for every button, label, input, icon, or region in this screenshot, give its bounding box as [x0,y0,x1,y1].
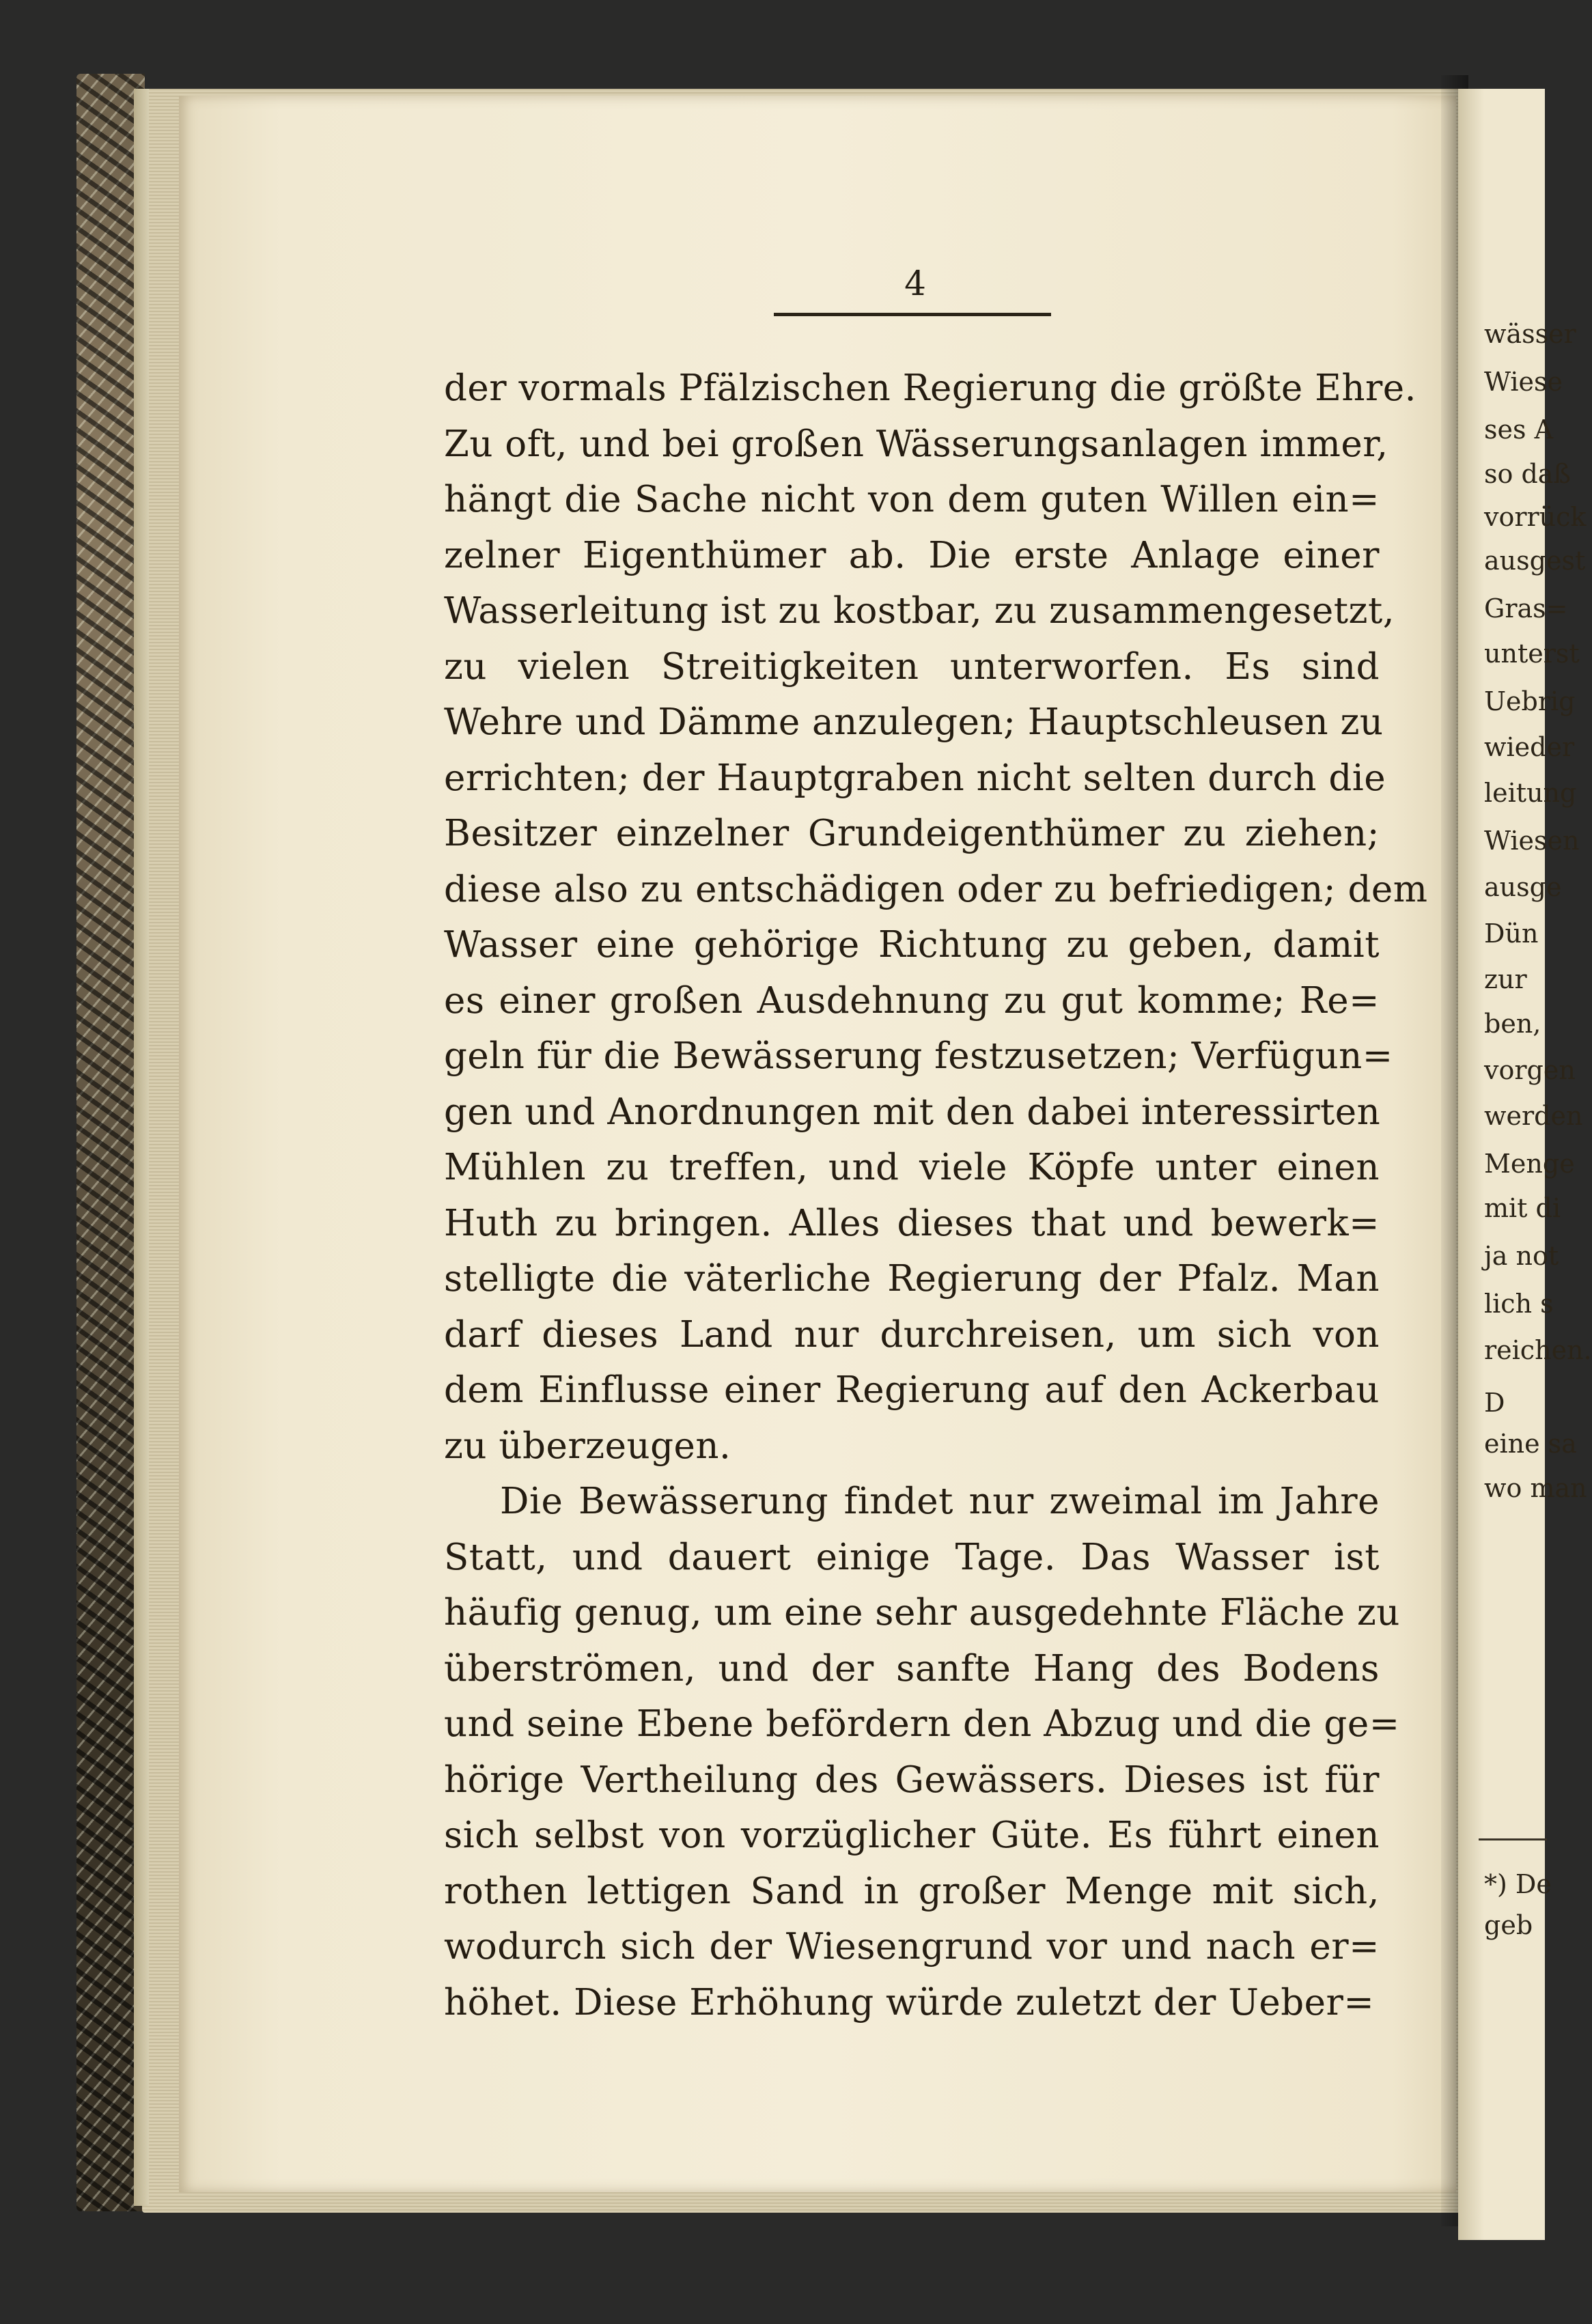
facing-page-fragment: reichen. [1484,1335,1592,1365]
text-line: hängt die Sache nicht von dem guten Willen ein= [444,479,1380,520]
facing-page-fragment: ja not [1484,1241,1559,1271]
text-line: zu überzeugen. [444,1425,731,1467]
facing-page-fragment: unterst [1484,639,1580,669]
text-line: überströmen, und der sanfte Hang des Bodens [444,1647,1380,1690]
header-rule [774,313,1051,316]
text-line: sich selbst von vorzüglicher Güte. Es führt einen [444,1815,1380,1856]
facing-page-fragment: mit di [1484,1193,1561,1223]
text-line: gen und Anordnungen mit den dabei interessirten [444,1091,1381,1133]
text-line: und seine Ebene befördern den Abzug und die ge= [444,1703,1400,1745]
facing-page-fragment: zur [1484,964,1527,994]
text-line: geln für die Bewässerung festzusetzen; Verfügun= [444,1035,1393,1077]
facing-page-fragment: *) De [1484,1869,1552,1899]
text-line: es einer großen Ausdehnung zu gut komme; Re= [444,979,1380,1022]
facing-page-fragment: eine sa [1484,1429,1577,1459]
facing-page-fragment: Gras= [1484,593,1568,624]
text-line: Statt, und dauert einige Tage. Das Wasser ist [444,1536,1380,1578]
text-line: Wehre und Dämme anzulegen; Hauptschleusen zu [444,701,1384,743]
body-text [444,361,1428,2030]
text-line: hörige Vertheilung des Gewässers. Dieses ist für [444,1759,1380,1801]
facing-page-fragment: ausge [1484,872,1562,902]
text-line: der vormals Pfälzischen Regierung die größte Ehre. [444,367,1417,409]
facing-page-fragment: wässer [1484,319,1576,349]
text-line: häufig genug, um eine sehr ausgedehnte Fläche zu [444,1592,1400,1634]
facing-page-fragment: geb [1484,1910,1533,1940]
text-line: zelner Eigenthümer ab. Die erste Anlage einer [444,534,1380,576]
facing-page-fragment: ses A [1484,415,1554,445]
text-line: errichten; der Hauptgraben nicht selten durch die [444,757,1386,799]
facing-page-fragment: ben, [1484,1009,1541,1039]
text-line: höhet. Diese Erhöhung würde zuletzt der Ueber= [444,1981,1375,2024]
facing-page-fragment: wieder [1484,732,1575,762]
text-line: rothen lettigen Sand in großer Menge mit sich, [444,1870,1380,1912]
facing-page-edge [1458,89,1592,2240]
facing-page-fragment: Menge [1484,1149,1575,1179]
text-line: Mühlen zu treffen, und viele Köpfe unter einen [444,1147,1380,1188]
facing-footnote-rule [1479,1838,1547,1840]
facing-page-fragment: vorrück [1484,502,1587,532]
facing-page-fragment: leitung [1484,778,1577,808]
text-line: Huth zu bringen. Alles dieses that und bewerk= [444,1202,1380,1244]
text-line: darf dieses Land nur durchreisen, um sich von [444,1313,1380,1356]
facing-page-fragment: Wiese [1484,367,1563,397]
page-number: 4 [904,264,926,303]
text-line: zu vielen Streitigkeiten unterworfen. Es sind [444,645,1380,688]
text-line: diese also zu entschädigen oder zu befriedigen; dem [444,868,1428,910]
text-line: dem Einflusse einer Regierung auf den Ackerbau [444,1369,1380,1411]
text-line: Besitzer einzelner Grundeigenthümer zu ziehen; [444,813,1380,854]
spine-binding-strip [134,89,149,2206]
text-line: Die Bewässerung findet nur zweimal im Jahre [500,1481,1380,1522]
facing-page-fragment: so daß [1484,459,1571,489]
text-line: Wasserleitung ist zu kostbar, zu zusammengesetzt, [444,590,1395,632]
text-line: Zu oft, und bei großen Wässerungsanlagen immer, [444,423,1388,465]
facing-page-fragment: vorgen [1484,1055,1576,1085]
facing-page-fragment: Uebrig [1484,686,1576,716]
facing-page-fragment: ausgest [1484,546,1586,576]
facing-page-fragment: Wiesen [1484,826,1580,856]
text-line: Wasser eine gehörige Richtung zu geben, damit [444,924,1380,966]
facing-page-fragment: D [1484,1388,1505,1418]
facing-page-fragment: werden [1484,1101,1583,1131]
facing-page-fragment: Dün [1484,919,1539,949]
facing-page-fragment: wo man [1484,1473,1587,1503]
text-line: wodurch sich der Wiesengrund vor und nach er= [444,1926,1380,1968]
facing-page-fragment: lich s [1484,1289,1554,1319]
text-line: stelligte die väterliche Regierung der Pfalz. Man [444,1258,1380,1300]
